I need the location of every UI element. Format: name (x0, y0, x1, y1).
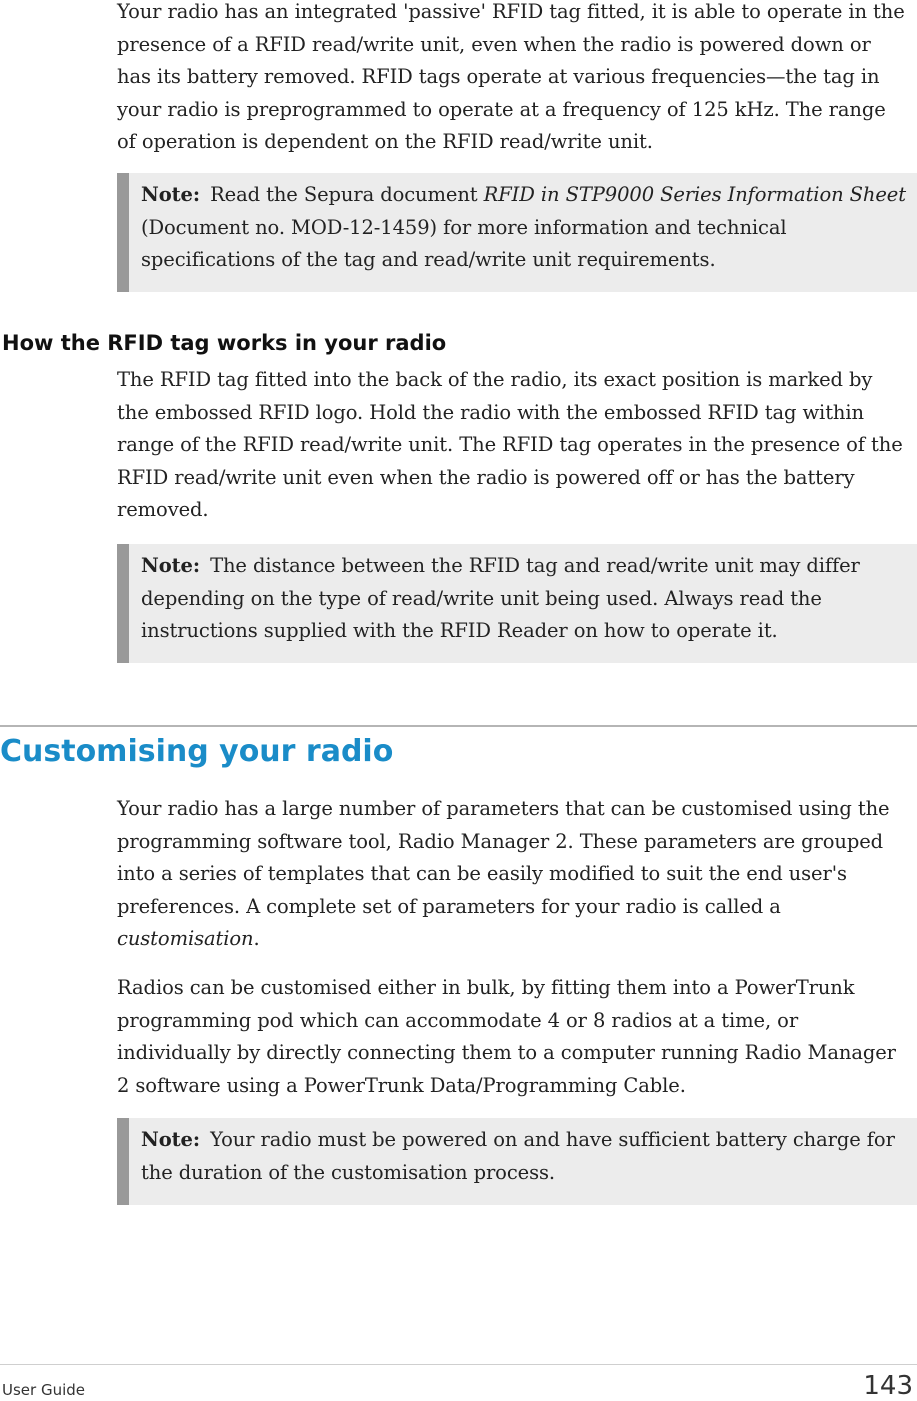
document-title: RFID in STP9000 Series Information Sheet (483, 183, 906, 206)
page-number: 143 (863, 1371, 913, 1401)
customising-paragraph-2 (117, 972, 907, 1102)
note-label: Note: (141, 554, 200, 577)
intro-paragraph (117, 0, 907, 159)
rfid-section-heading: How the RFID tag works in your radio (2, 331, 447, 355)
sentence-end: . (253, 927, 260, 951)
note-label: Note: (141, 1128, 200, 1151)
customisation-term: customisation (117, 927, 254, 951)
customising-paragraph-1 (117, 793, 907, 956)
intro-text: Your radio has an integrated 'passive' RFID tag fitted, it is able to operate in the presence of a RFID read/write unit, even when the radio is powered down or has its battery removed. RFID tags operate at various frequencies—the tag in your radio is preprogrammed to operate at a frequency of 125 kHz. The range of operation is dependent on the RFID read/write unit. (117, 0, 905, 154)
note-rfid-distance (117, 544, 917, 663)
note-text: Your radio must be powered on and have sufficient battery charge for the duration of the customisation process. (141, 1128, 895, 1184)
rfid-section-paragraph (117, 364, 907, 527)
footer-divider (0, 1364, 917, 1365)
note-text-after: (Document no. MOD-12-1459) for more information and technical specifications of the tag and read/write unit requirements. (141, 215, 787, 272)
customising-text-1: Your radio has a large number of parameters that can be customised using the programming software tool, Radio Manager 2. These parameters are grouped into a series of templates that can be easily modified to suit the end user's preferences. A complete set of parameters for your radio is called a (117, 797, 890, 918)
note-rfid-document (117, 173, 917, 292)
section-divider (0, 725, 917, 727)
footer-title: User Guide (2, 1381, 86, 1399)
customising-heading: Customising your radio (0, 734, 394, 769)
note-text: The distance between the RFID tag and read/write unit may differ depending on the type of read/write unit being used. Always read the instructions supplied with the RFID Reader on how to operate it. (141, 554, 860, 643)
note-battery (117, 1118, 917, 1205)
note-text-before: Read the Sepura document (210, 183, 478, 206)
note-label: Note: (141, 183, 200, 206)
customising-text-2: Radios can be customised either in bulk, by fitting them into a PowerTrunk programming pod which can accommodate 4 or 8 radios at a time, or individually by directly connecting them to a computer running Radio Manager 2 software using a PowerTrunk Data/Programming Cable. (117, 976, 896, 1097)
rfid-section-text: The RFID tag fitted into the back of the radio, its exact position is marked by the embossed RFID logo. Hold the radio with the embossed RFID tag within range of the RFID read/write unit. The RFID tag operates in the presence of the RFID read/write unit even when the radio is powered off or has the battery removed. (117, 368, 903, 522)
